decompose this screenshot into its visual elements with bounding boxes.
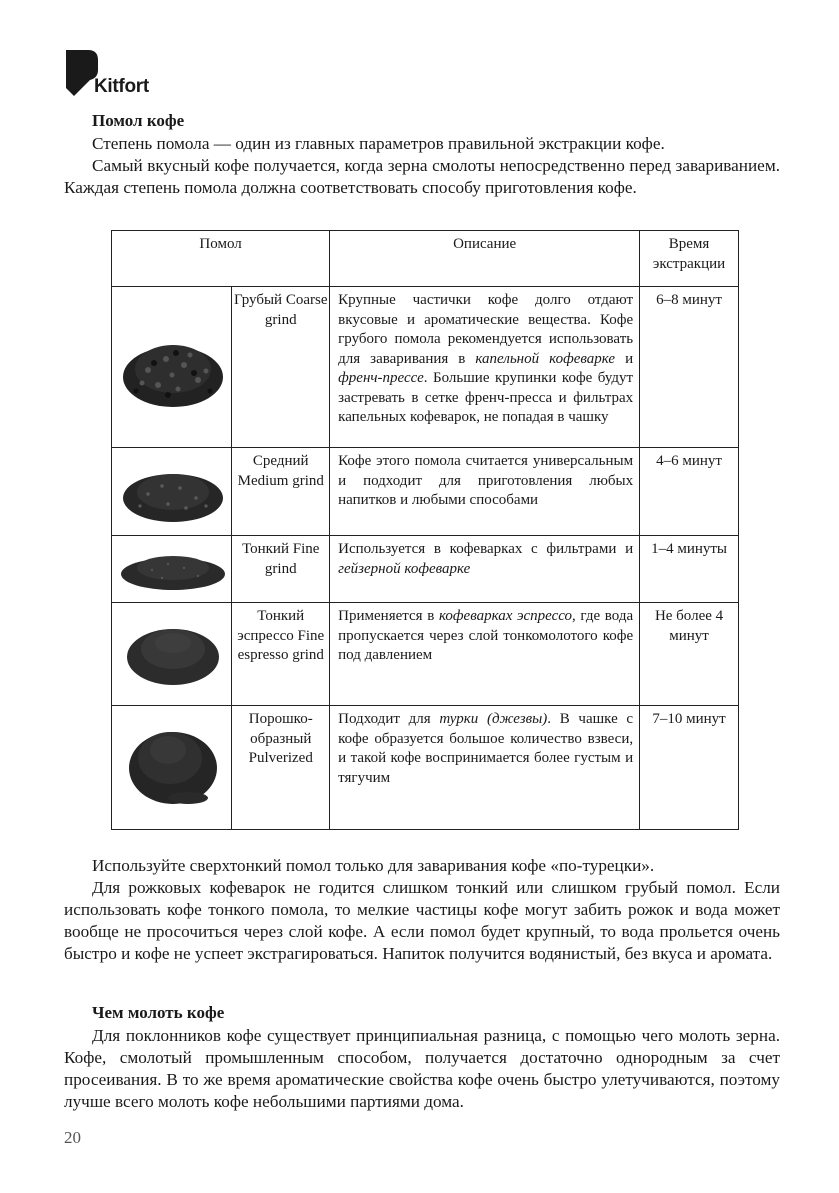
espresso-grind-image [112, 603, 232, 706]
table-row [112, 287, 739, 448]
header-time: Время экстракции [640, 231, 739, 287]
section-title-grind: Помол кофе [92, 111, 185, 130]
header-description: Описание [330, 231, 640, 287]
table-row [112, 603, 739, 706]
desc-emphasis: гейзерной кофеварке [338, 560, 471, 577]
table-header-row [112, 231, 739, 287]
medium-grind-image [112, 448, 232, 536]
coarse-grind-image [112, 287, 232, 448]
grind-description [330, 287, 640, 448]
table-row [112, 706, 739, 830]
extraction-time: 1–4 минуты [640, 536, 739, 603]
grind-description [330, 536, 640, 603]
desc-text: и [615, 350, 634, 367]
extraction-time: Не более 4 минут [640, 603, 739, 706]
desc-text: Применяется в [338, 608, 439, 624]
desc-text: . Большие крупинки кофе будут застревать в сетке френч-пресса и фильтрах капельных кофеварок, не попадая в чашку [338, 370, 634, 425]
intro-paragraph-1: Степень помола — один из главных параметров правильной экстракции кофе. [92, 134, 665, 153]
table-row [112, 448, 739, 536]
fine-grind-image [112, 536, 232, 603]
desc-emphasis: кофеварках эспрессо [438, 608, 573, 624]
section-title-grinder: Чем молоть кофе [92, 1003, 225, 1022]
intro-paragraph-2: Самый вкусный кофе получается, когда зерна смолоты непосредственно перед завариванием. Каждая степень помола должна соответствовать способу приготовления кофе. [64, 156, 780, 197]
brand-name: Kitfort [94, 76, 149, 97]
grind-name: Порошкообразный Pulverized [232, 706, 330, 830]
page-number: 20 [64, 1128, 81, 1147]
desc-emphasis: капельной кофеварке [475, 350, 616, 367]
grind-description [330, 603, 640, 706]
desc-text: . В чашке с кофе образуется большое количество взвеси, и такой кофе воспринимается более густым и тягучим [338, 711, 634, 786]
desc-emphasis: френч-прессе [338, 370, 424, 386]
portafilter-paragraph: Для рожковых кофеварок не годится слишком тонкий или слишком грубый помол. Если использовать кофе тонкого помола, то мелкие частицы кофе могут забить рожок и вода может вообще не просочиться через слой кофе. А если помол будет крупный, то вода прольется очень быстро и кофе не успеет экстрагироваться. Напиток получится водянистый, без вкуса и аромата. [64, 878, 780, 963]
grind-name: Грубый Coarse grind [232, 287, 330, 448]
desc-text: , где вода пропускается через слой тонкомолотого кофе под давлением [338, 608, 634, 663]
extraction-time: 7–10 минут [640, 706, 739, 830]
grinder-paragraph: Для поклонников кофе существует принципиальная разница, с помощью чего молоть зерна. Кофе, смолотый промышленным способом, получается достаточно однородным за счет просеивания. В то же время ароматические свойства кофе очень быстро улетучиваются, поэтому лучше всего молоть кофе небольшими партиями дома. [64, 1026, 780, 1111]
grind-name: Средний Medium grind [232, 448, 330, 536]
table-row [112, 536, 739, 603]
desc-text: Используется в кофеварках с фильтрами и [338, 541, 634, 557]
header-grind: Помол [112, 231, 330, 287]
grind-name: Тонкий эспрессо Fine espresso grind [232, 603, 330, 706]
pulverized-grind-image [112, 706, 232, 830]
extraction-time: 6–8 минут [640, 287, 739, 448]
desc-text: Крупные частички кофе долго отдают вкусовые и ароматические вещества. Кофе грубого помола рекомендуется использовать для заваривания в [338, 292, 634, 367]
grind-table [111, 230, 739, 830]
desc-text: Кофе этого помола считается универсальным и подходит для приготовления любых напитков и любыми способами [338, 453, 634, 508]
extraction-time: 4–6 минут [640, 448, 739, 536]
desc-text: Подходит для [338, 711, 440, 727]
note-paragraph: Используйте сверхтонкий помол только для заваривания кофе «по-турецки». [92, 856, 655, 875]
kitfort-logo [64, 50, 174, 100]
desc-emphasis: турки (джезвы) [439, 711, 548, 727]
grind-description [330, 448, 640, 536]
grind-name: Тонкий Fine grind [232, 536, 330, 603]
grind-description [330, 706, 640, 830]
